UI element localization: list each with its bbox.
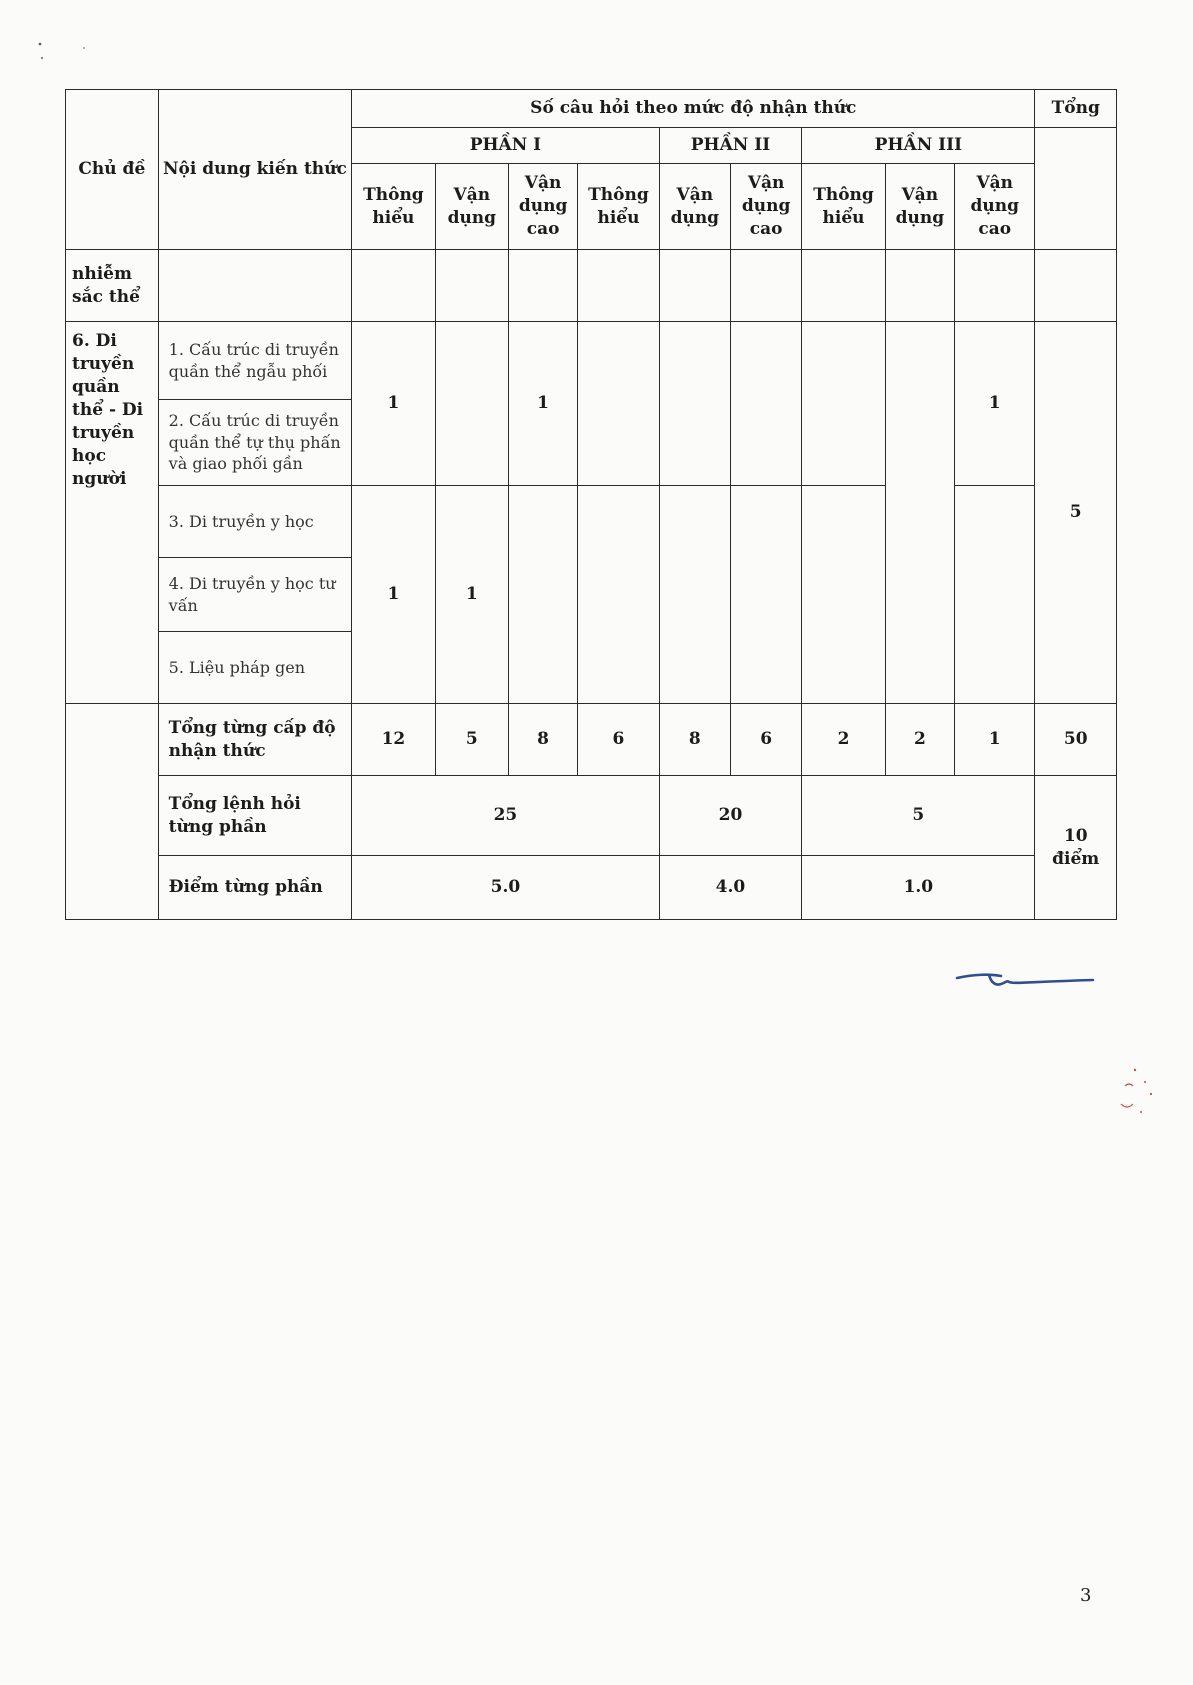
header-total: Tổng xyxy=(1035,90,1117,128)
level-grand-total: 50 xyxy=(1035,704,1117,776)
header-part-3: PHẦN III xyxy=(802,128,1035,164)
knowledge-matrix-table xyxy=(65,89,1117,920)
header-row-1 xyxy=(66,90,1117,128)
totals-score-row xyxy=(66,856,1117,920)
header-part-2: PHẦN II xyxy=(659,128,802,164)
level-p2-van-dung-cao: Vận dụng cao xyxy=(730,164,801,250)
score-part-2: 4.0 xyxy=(659,856,802,920)
g2-cell xyxy=(659,486,730,704)
topic6-row-1 xyxy=(66,322,1117,400)
g1-p1-van-dung xyxy=(435,322,508,486)
level-p1-thong-hieu: Thông hiểu xyxy=(352,164,436,250)
carry-cell xyxy=(508,250,577,322)
level-p3-van-dung-cao: Vận dụng cao xyxy=(955,164,1035,250)
part-total-2: 20 xyxy=(659,776,802,856)
level-p1-van-dung-cao: Vận dụng cao xyxy=(508,164,577,250)
carry-topic: nhiễm sắc thể xyxy=(66,250,159,322)
topic6-content-1: 1. Cấu trúc di truyền quần thể ngẫu phối xyxy=(158,322,351,400)
level-total-3: 8 xyxy=(508,704,577,776)
g2-cell xyxy=(730,486,801,704)
level-total-8: 2 xyxy=(885,704,954,776)
carry-row xyxy=(66,250,1117,322)
totals-score-label: Điểm từng phần xyxy=(158,856,351,920)
header-part-1: PHẦN I xyxy=(352,128,660,164)
level-total-5: 8 xyxy=(659,704,730,776)
level-p1-thong-hieu-2: Thông hiểu xyxy=(578,164,659,250)
topic6-row-3 xyxy=(66,486,1117,558)
topic6-content-3: 3. Di truyền y học xyxy=(158,486,351,558)
g2-p1-van-dung: 1 xyxy=(435,486,508,704)
p3-van-dung-merged xyxy=(885,322,954,704)
carry-cell xyxy=(1035,250,1117,322)
header-level-group: Số câu hỏi theo mức độ nhận thức xyxy=(352,90,1035,128)
g1-p2-van-dung-cao xyxy=(730,322,801,486)
totals-part-row xyxy=(66,776,1117,856)
carry-cell xyxy=(885,250,954,322)
level-total-7: 2 xyxy=(802,704,886,776)
carry-cell xyxy=(802,250,886,322)
carry-cell xyxy=(578,250,659,322)
level-total-1: 12 xyxy=(352,704,436,776)
carry-content xyxy=(158,250,351,322)
header-topic: Chủ đề xyxy=(66,90,159,250)
level-total-4: 6 xyxy=(578,704,659,776)
carry-cell xyxy=(955,250,1035,322)
signature-mark xyxy=(955,968,1095,992)
level-p3-thong-hieu: Thông hiểu xyxy=(802,164,886,250)
header-total-spacer xyxy=(1035,128,1117,250)
level-total-6: 6 xyxy=(730,704,801,776)
stamp-mark xyxy=(1115,1060,1161,1130)
carry-cell xyxy=(659,250,730,322)
carry-cell xyxy=(352,250,436,322)
part-total-3: 5 xyxy=(802,776,1035,856)
g1-p2-van-dung xyxy=(659,322,730,486)
topic6-content-4: 4. Di truyền y học tư vấn xyxy=(158,558,351,632)
g2-p1-thong-hieu: 1 xyxy=(352,486,436,704)
level-p2-van-dung: Vận dụng xyxy=(659,164,730,250)
level-p1-van-dung: Vận dụng xyxy=(435,164,508,250)
totals-level-row xyxy=(66,704,1117,776)
level-total-2: 5 xyxy=(435,704,508,776)
topic6-content-2: 2. Cấu trúc di truyền quần thể tự thụ phấn và giao phối gần xyxy=(158,400,351,486)
totals-part-label: Tổng lệnh hỏi từng phần xyxy=(158,776,351,856)
score-part-3: 1.0 xyxy=(802,856,1035,920)
g2-cell xyxy=(508,486,577,704)
carry-cell xyxy=(730,250,801,322)
topic6-content-5: 5. Liệu pháp gen xyxy=(158,632,351,704)
g2-cell xyxy=(802,486,886,704)
topic6-title: 6. Di truyền quần thể - Di truyền học người xyxy=(66,322,159,704)
g1-p3-van-dung-cao: 1 xyxy=(955,322,1035,486)
g1-p1-thong-hieu-2 xyxy=(578,322,659,486)
topic6-total: 5 xyxy=(1035,322,1117,704)
scan-marks xyxy=(36,38,106,68)
carry-cell xyxy=(435,250,508,322)
g2-cell xyxy=(955,486,1035,704)
level-p3-van-dung: Vận dụng xyxy=(885,164,954,250)
g1-p3-thong-hieu xyxy=(802,322,886,486)
score-grand-total: 10 điểm xyxy=(1035,776,1117,920)
header-content: Nội dung kiến thức xyxy=(158,90,351,250)
page-number: 3 xyxy=(1080,1585,1092,1606)
g1-p1-thong-hieu: 1 xyxy=(352,322,436,486)
totals-level-label: Tổng từng cấp độ nhận thức xyxy=(158,704,351,776)
level-total-9: 1 xyxy=(955,704,1035,776)
part-total-1: 25 xyxy=(352,776,660,856)
score-part-1: 5.0 xyxy=(352,856,660,920)
g2-cell xyxy=(578,486,659,704)
totals-topic-blank xyxy=(66,704,159,920)
g1-p1-van-dung-cao: 1 xyxy=(508,322,577,486)
